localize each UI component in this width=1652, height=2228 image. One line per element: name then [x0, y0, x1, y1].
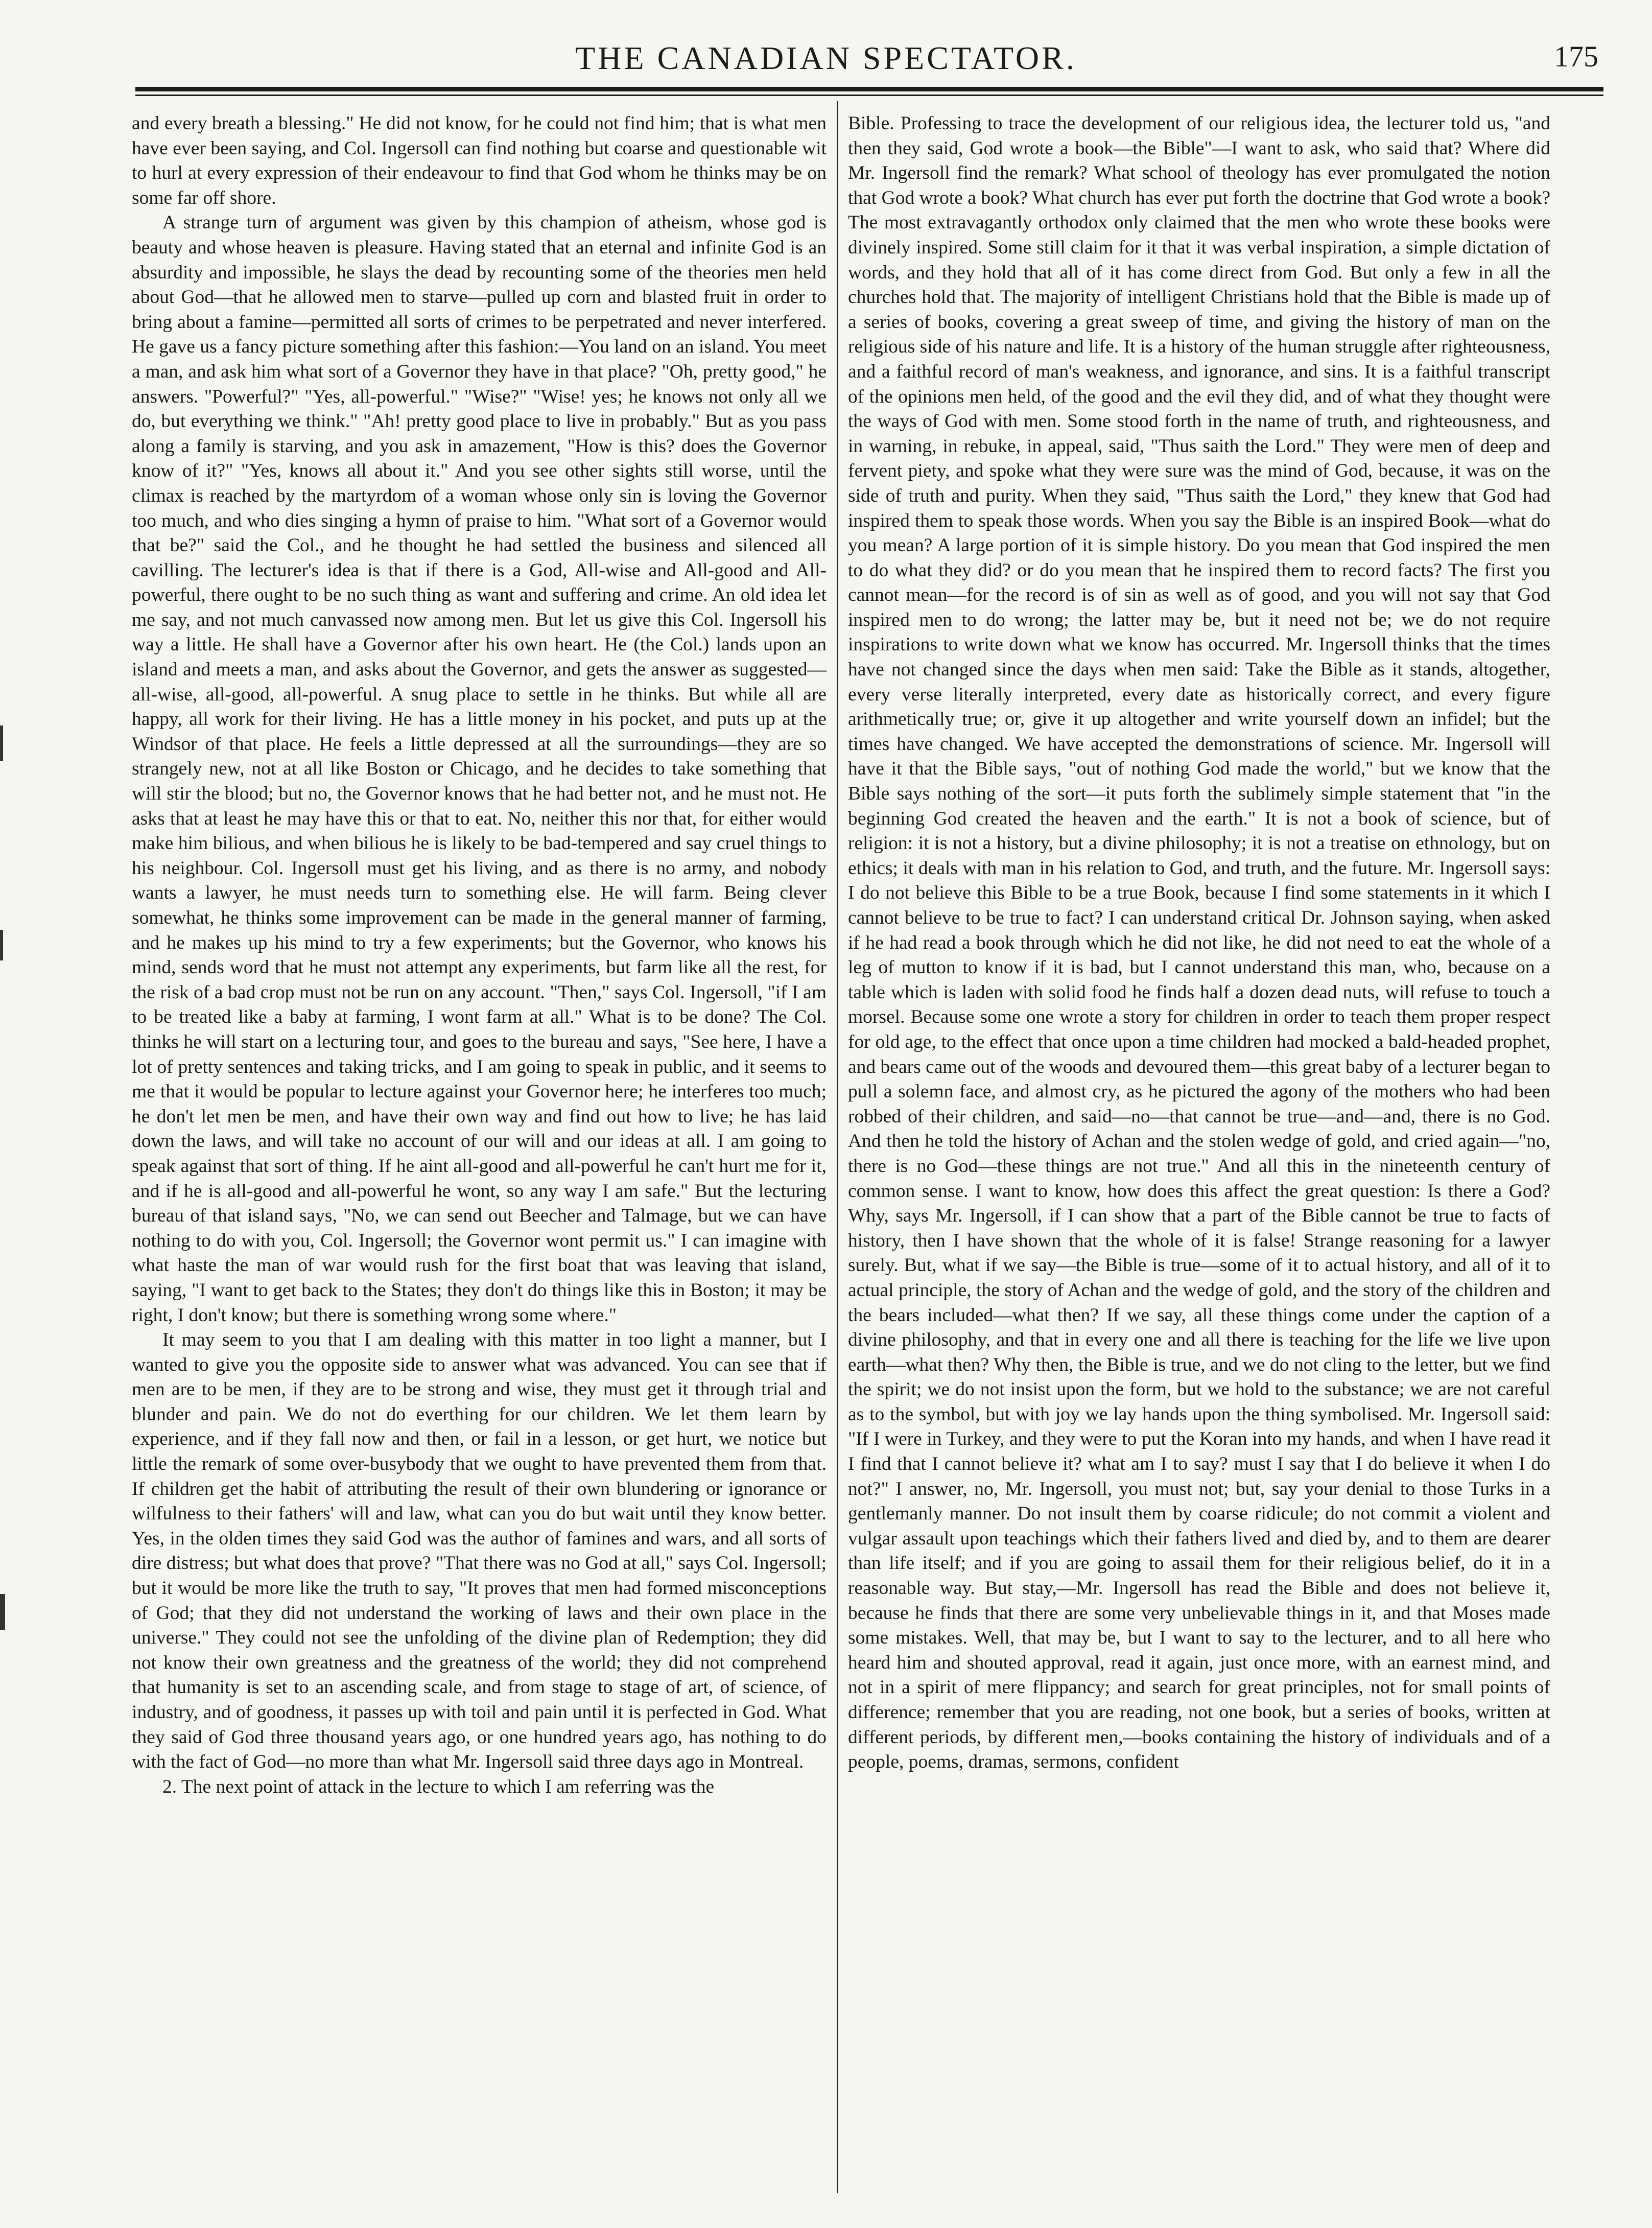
right-column [848, 111, 1550, 2193]
margin-scan-mark [0, 1594, 5, 1630]
right-paragraph-1: Bible. Professing to trace the development of our religious idea, the lecturer told us, "and then they said, God wrote a book—the Bible"—I want to ask, who said that? Where did Mr. Ingersoll find the remark? What school of theology has ever promulgated the notion that God wrote a book? What church has ever put forth the doctrine that God wrote a book? The most extravagantly orthodox only claimed that the men who wrote these books were divinely inspired. Some still claim for it that it was verbal inspiration, a simple dictation of words, and they hold that all of it has come direct from God. But only a few in all the churches hold that. The majority of intelligent Christians hold that the Bible is made up of a series of books, covering a great sweep of time, and giving the history of man on the religious side of his nature and life. It is a history of the human struggle after righteousness, and a faithful record of man's weakness, and ignorance, and sins. It is a faithful transcript of the opinions men held, of the good and the evil they did, and of what they thought were the ways of God with men. Some stood forth in the name of truth, and righteousness, and in warning, in rebuke, in appeal, said, "Thus saith the Lord." They were men of deep and fervent piety, and spoke what they were sure was the mind of God, because, it was on the side of truth and purity. When they said, "Thus saith the Lord," they knew that God had inspired them to speak those words. When you say the Bible is an inspired Book—what do you mean? A large portion of it is simple history. Do you mean that God inspired the men to do what they did? or do you mean that he inspired them to record facts? The first you cannot mean—for the record is of sin as well as of good, and you will not say that God inspired men to do wrong; the latter may be, but it need not be; we do not require inspirations to write down what we know has occurred. Mr. Ingersoll thinks that the times have not changed since the days when men said: Take the Bible as it stands, altogether, every verse literally interpreted, every date as historically correct, and every figure arithmetically true; or, give it up altogether and write yourself down an infidel; but the times have changed. We have accepted the demonstrations of science. Mr. Ingersoll will have it that the Bible says, "out of nothing God made the world," but we know that the Bible says nothing of the sort—it puts forth the sublimely simple statement that "in the beginning God created the heaven and the earth." It is not a book of science, but of religion: it is not a history, but a divine philosophy; it is not a treatise on ethnology, but on ethics; it deals with man in his relation to God, and truth, and the future. Mr. Ingersoll says: I do not believe this Bible to be a true Book, because I find some statements in it which I cannot believe to be true to fact? I can understand critical Dr. Johnson saying, when asked if he had read a book through which he did not like, he did not need to eat the whole of a leg of mutton to know if it is bad, but I cannot understand this man, who, because on a table which is laden with solid food he finds half a dozen dead nuts, will refuse to touch a morsel. Because some one wrote a story for children in order to teach them proper respect for old age, to the effect that once upon a time children had mocked a bald-headed prophet, and bears came out of the woods and devoured them—this great baby of a lecturer began to pull a solemn face, and almost cry, as he pictured the agony of the mothers who had been robbed of their children, and said—no—that cannot be true—and—and, there is no God. And then he told the history of Achan and the stolen wedge of gold, and cried again—"no, there is no God—these things are not true." And all this in the nineteenth century of common sense. I want to know, how does this affect the great question: Is there a God? Why, says Mr. Ingersoll, if I can show that a part of the Bible cannot be true to facts of history, then I have shown that the whole of it is false! Strange reasoning for a lawyer surely. But, what if we say—the Bible is true—some of it to actual history, and all of it to actual principle, the story of Achan and the wedge of gold, and the story of the children and the bears included—what then? If we say, all these things come under the caption of a divine philosophy, and that in every one and all there is teaching for the life we live upon earth—what then? Why then, the Bible is true, and we do not cling to the letter, but we find the spirit; we do not insist upon the form, but we hold to the substance; we are not careful as to the symbol, but with joy we lay hands upon the thing symbolised. Mr. Ingersoll said: "If I were in Turkey, and they were to put the Koran into my hands, and when I have read it I find that I cannot believe it? what am I to say? must I say that I do believe it when I do not?" I answer, no, Mr. Ingersoll, you must not; but, say your denial to those Turks in a gentlemanly manner. Do not insult them by coarse ridicule; do not commit a violent and vulgar assault upon teachings which their fathers lived and died by, and to them are dearer than life itself; and if you are going to assail them for their religious belief, do it in a reasonable way. But stay,—Mr. Ingersoll has read the Bible and does not believe it, because he finds that there are some very unbelievable things in it, and that Moses made some mistakes. Well, that may be, but I want to say to the lecturer, and to all here who heard him and shouted approval, read it again, just once more, with an earnest mind, and not in a spirit of mere flippancy; and search for great principles, not for small points of difference; remember that you are reading, not one book, but a series of books, written at different periods, by different men,—books containing the history of individuals and of a people, poems, dramas, sermons, confident [848, 113, 1550, 1773]
header-rule-thin [135, 95, 1603, 96]
page-number: 175 [1554, 40, 1598, 73]
left-column [132, 111, 827, 2193]
left-paragraph-2: A strange turn of argument was given by this champion of atheism, whose god is beauty and whose heaven is pleasure. Having stated that an eternal and infinite God is an absurdity and impossible, he slays the dead by recounting some of the theories men held about God—that he allowed men to starve—pulled up corn and blasted fruit in order to bring about a famine—permitted all sorts of crimes to be perpetrated and never interfered. He gave us a fancy picture something after this fashion:—You land on an island. You meet a man, and ask him what sort of a Governor they have in that place? "Oh, pretty good," he answers. "Powerful?" "Yes, all-powerful." "Wise?" "Wise! yes; he knows not only all we do, but everything we think." "Ah! pretty good place to live in probably." But as you pass along a family is starving, and you ask in amazement, "How is this? does the Governor know of it?" "Yes, knows all about it." And you see other sights still worse, until the climax is reached by the martyrdom of a woman whose only sin is loving the Governor too much, and who dies singing a hymn of praise to him. "What sort of a Governor would that be?" said the Col., and he thought he had settled the business and silenced all cavilling. The lecturer's idea is that if there is a God, All-wise and All-good and All-powerful, there ought to be no such thing as want and suffering and crime. An old idea let me say, and not much canvassed now among men. But let us give this Col. Ingersoll his way a little. He shall have a Governor after his own heart. He (the Col.) lands upon an island and meets a man, and asks about the Governor, and gets the answer as suggested—all-wise, all-good, all-powerful. A snug place to settle in he thinks. But while all are happy, all work for their living. He has a little money in his pocket, and puts up at the Windsor of that place. He feels a little depressed at all the surroundings—they are so strangely new, not at all like Boston or Chicago, and he decides to take something that will stir the blood; but no, the Governor knows that he had better not, and he must not. He asks that at least he may have this or that to eat. No, neither this nor that, for either would make him bilious, and when bilious he is likely to be bad-tempered and say cruel things to his neighbour. Col. Ingersoll must get his living, and as there is no army, and nobody wants a lawyer, he must needs turn to something else. He will farm. Being clever somewhat, he thinks some improvement can be made in the general manner of farming, and he makes up his mind to try a few experiments; but the Governor, who knows his mind, sends word that he must not attempt any experiments, but farm like all the rest, for the risk of a bad crop must not be run on any account. "Then," says Col. Ingersoll, "if I am to be treated like a baby at farming, I wont farm at all." What is to be done? The Col. thinks he will start on a lecturing tour, and goes to the bureau and says, "See here, I have a lot of pretty sentences and taking tricks, and I am going to speak in public, and it seems to me that it would be popular to lecture against your Governor here; he interferes too much; he don't let men be men, and have their own way and find out how to live; he has laid down the laws, and will take no account of our will and our ideas at all. I am going to speak against that sort of thing. If he aint all-good and all-powerful he can't hurt me for it, and if he is all-good and all-powerful he wont, so any way I am safe." But the lecturing bureau of that island says, "No, we can send out Beecher and Talmage, but we can have nothing to do with you, Col. Ingersoll; the Governor wont permit us." I can imagine with what haste the man of war would rush for the first boat that was leaving that island, saying, "I want to get back to the States; they don't do things like this in Boston; it may be right, I don't know; but there is something wrong some where." [132, 212, 827, 1326]
margin-scan-mark [0, 725, 3, 761]
left-paragraph-3: It may seem to you that I am dealing with this matter in too light a manner, but I wanted to give you the opposite side to answer what was advanced. You can see that if men are to be men, if they are to be strong and wise, they must get it through trial and blunder and pain. We do not do everthing for our children. We let them learn by experience, and if they fall now and then, or fail in a lesson, or get hurt, we notice but little the remark of some over-busybody that we ought to have prevented them from that. If children get the habit of attributing the result of their own blundering or ignorance or wilfulness to their fathers' will and law, what can you do but wait until they know better. Yes, in the olden times they said God was the author of famines and wars, and all sorts of dire distress; but what does that prove? "That there was no God at all," says Col. Ingersoll; but it would be more like the truth to say, "It proves that men had formed misconceptions of God; that they did not understand the working of laws and their own place in the universe." They could not see the unfolding of the divine plan of Redemption; they did not know their own greatness and the greatness of the world; they did not comprehend that humanity is set to an ascending scale, and from stage to stage of art, of science, of industry, and of goodness, it passes up with toil and pain until it is perfected in God. What they said of God three thousand years ago, or one hundred years ago, has nothing to do with the fact of God—no more than what Mr. Ingersoll said three days ago in Montreal. [132, 1329, 827, 1773]
left-paragraph-1: and every breath a blessing." He did not know, for he could not find him; that is what men have ever been saying, and Col. Ingersoll can find nothing but coarse and questionable wit to hurl at every expression of their endeavour to find that God whom he thinks may be on some far off shore. [132, 113, 827, 208]
left-paragraph-4: 2. The next point of attack in the lecture to which I am referring was the [162, 1776, 715, 1797]
page-title: THE CANADIAN SPECTATOR. [575, 40, 1077, 76]
header-rule-thick [135, 87, 1603, 91]
margin-scan-mark [0, 930, 3, 960]
column-divider [837, 101, 838, 2193]
